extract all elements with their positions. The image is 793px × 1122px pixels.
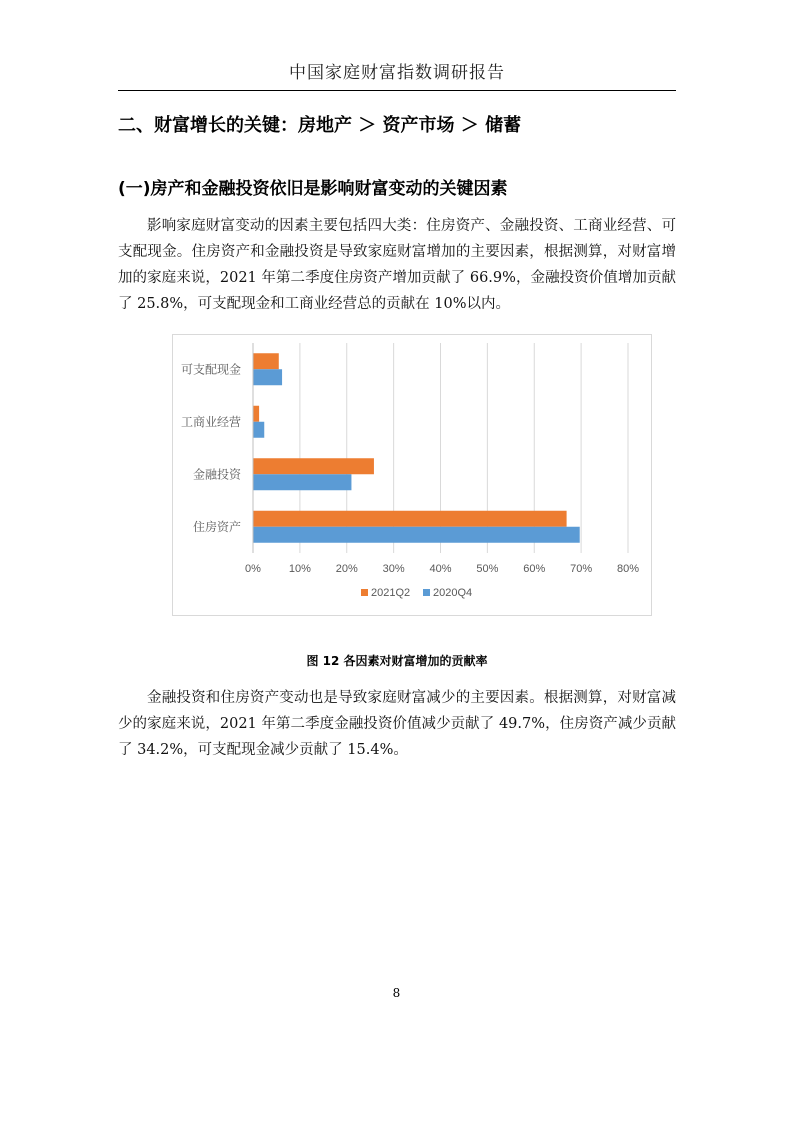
legend-swatch-2020Q4 <box>423 589 430 596</box>
bar-2021Q2-1 <box>253 406 259 422</box>
bar-2020Q4-1 <box>253 422 264 438</box>
x-tick-label: 0% <box>245 563 261 575</box>
paragraph-2: 金融投资和住房资产变动也是导致家庭财富减少的主要因素。根据测算，对财富减少的家庭来说，2021 年第二季度金融投资价值减少贡献了 49.7%，住房资产减少贡献了 34.2%，可支配现金减少贡献了 15.4%。 <box>118 690 676 758</box>
report-header: 中国家庭财富指数调研报告 <box>289 63 505 83</box>
bar-chart <box>172 334 652 616</box>
header-divider <box>118 90 676 91</box>
category-label: 住房资产 <box>192 519 241 534</box>
x-tick-label: 20% <box>335 563 358 575</box>
x-tick-label: 30% <box>382 563 405 575</box>
category-label: 工商业经营 <box>180 414 241 429</box>
x-tick-label: 80% <box>616 563 640 575</box>
bar-2021Q2-0 <box>253 353 279 369</box>
x-tick-label: 70% <box>570 563 593 575</box>
page-number: 8 <box>392 986 401 1000</box>
bar-2020Q4-0 <box>253 369 282 385</box>
paragraph-1: 影响家庭财富变动的因素主要包括四大类：住房资产、金融投资、工商业经营、可支配现金。住房资产和金融投资是导致家庭财富增加的主要因素，根据测算，对财富增加的家庭来说，2021 年第二季度住房资产增加贡献了 66.9%，金融投资价值增加贡献了 25.8%，可支配现金和工商业经营总的贡献在 10%以内。 <box>118 218 676 312</box>
x-tick-label: 60% <box>523 563 546 575</box>
figure-caption: 图 12 各因素对财富增加的贡献率 <box>306 654 488 668</box>
subsection-heading: (一)房产和金融投资依旧是影响财富变动的关键因素 <box>118 179 508 199</box>
bar-chart-svg <box>173 335 651 615</box>
legend-swatch-2021Q2 <box>361 589 368 596</box>
section-heading: 二、财富增长的关键：房地产 ＞ 资产市场 ＞ 储蓄 <box>118 115 522 136</box>
x-tick-label: 10% <box>288 563 311 575</box>
legend-label-2021Q2: 2021Q2 <box>371 587 411 599</box>
x-tick-label: 40% <box>429 563 452 575</box>
bar-2021Q2-2 <box>253 458 374 474</box>
legend-label-2020Q4: 2020Q4 <box>433 587 473 599</box>
category-label: 可支配现金 <box>180 362 241 377</box>
bar-2020Q4-2 <box>253 474 351 490</box>
category-label: 金融投资 <box>192 467 241 482</box>
bar-2021Q2-3 <box>253 511 567 527</box>
bar-2020Q4-3 <box>253 527 580 543</box>
x-tick-label: 50% <box>476 563 499 575</box>
